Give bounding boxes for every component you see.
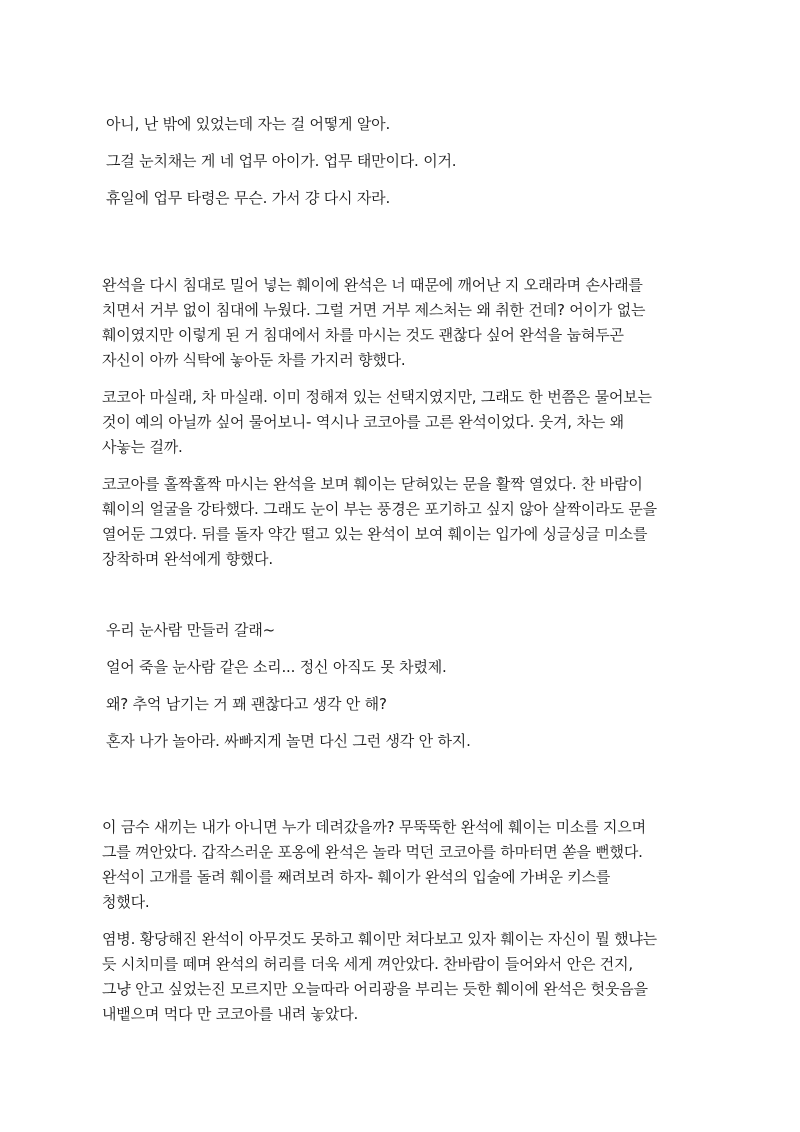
narration-line: 그냥 안고 싶었는진 모르지만 오늘따라 어리광을 부리는 듯한 훼이에 완석은 헛웃음을 [102, 980, 648, 998]
narration-paragraph [92, 472, 708, 572]
dialogue-line: 아니, 난 밖에 있었는데 자는 걸 어떻게 알아. [106, 115, 391, 133]
narration-line: 훼이였지만 이렇게 된 거 침대에서 차를 마시는 것도 괜찮다 싶어 완석을 눕혀두곤 [102, 326, 624, 344]
narration-line: 듯 시치미를 떼며 완석의 허리를 더욱 세게 껴안았다. 찬바람이 들어와서 안은 건지, [102, 955, 633, 973]
narration-line: 훼이의 얼굴을 강타했다. 그래도 눈이 부는 풍경은 포기하고 싶지 않아 살짝이라도 문을 [102, 500, 657, 518]
dialogue-section-1 [92, 112, 708, 211]
narration-line: 염병. 황당해진 완석이 아무것도 못하고 훼이만 쳐다보고 있자 훼이는 자신이 뭘 했냐는 [102, 930, 657, 948]
dialogue-line: 왜? 추억 남기는 거 꽤 괜찮다고 생각 안 해? [106, 695, 387, 713]
section-spacer [92, 766, 708, 815]
narration-line: 내뱉으며 먹다 만 코코아를 내려 놓았다. [102, 1005, 359, 1023]
narration-line: 것이 예의 아닐까 싶어 물어보니- 역시나 코코아를 고른 완석이었다. 웃겨, 차는 왜 [102, 413, 624, 431]
narration-line: 완석을 다시 침대로 밀어 넣는 훼이에 완석은 너 때문에 깨어난 지 오래라며 손사래를 [102, 276, 643, 294]
dialogue-line: 그걸 눈치채는 게 네 업무 아이가. 업무 태만이다. 이거. [106, 152, 457, 170]
narration-line: 그를 껴안았다. 갑작스러운 포옹에 완석은 놀라 먹던 코코아를 하마터면 쏟을 뻔했다. [102, 843, 643, 861]
narration-line: 완석이 고개를 돌려 훼이를 째려보려 하자- 훼이가 완석의 입술에 가벼운 키스를 [102, 868, 611, 886]
narration-line: 이 금수 새끼는 내가 아니면 누가 데려갔을까? 무뚝뚝한 완석에 훼이는 미소를 지으며 [102, 818, 646, 836]
narration-paragraph [92, 273, 708, 373]
narration-line: 열어둔 그였다. 뒤를 돌자 약간 떨고 있는 완석이 보여 훼이는 입가에 싱글싱글 미소를 [102, 525, 648, 543]
narration-paragraph [92, 815, 708, 915]
narration-line: 코코아 마실래, 차 마실래. 이미 정해져 있는 선택지였지만, 그래도 한 번쯤은 물어보는 [102, 388, 652, 406]
narration-paragraph [92, 927, 708, 1027]
narration-line: 자신이 아까 식탁에 놓아둔 차를 가지러 향했다. [102, 351, 406, 369]
section-spacer [92, 584, 708, 618]
dialogue-line: 우리 눈사람 만들러 갈래~ [106, 621, 275, 639]
narration-line: 치면서 거부 없이 침대에 누웠다. 그럴 거면 거부 제스처는 왜 취한 건데? 어이가 없는 [102, 301, 646, 319]
section-spacer [92, 223, 708, 273]
narration-section-1 [92, 273, 708, 572]
narration-line: 사놓는 걸까. [102, 438, 183, 456]
narration-paragraph [92, 385, 708, 460]
dialogue-line: 휴일에 업무 타령은 무슨. 가서 걍 다시 자라. [106, 189, 391, 207]
document-body [92, 112, 708, 1039]
narration-line: 장착하며 완석에게 향했다. [102, 550, 273, 568]
dialogue-line: 얼어 죽을 눈사람 같은 소리... 정신 아직도 못 차렸제. [106, 658, 447, 676]
dialogue-section-2 [92, 618, 708, 754]
dialogue-line: 혼자 나가 놀아라. 싸빠지게 놀면 다신 그런 생각 안 하지. [106, 732, 471, 750]
narration-line: 청했다. [102, 893, 150, 911]
narration-section-2 [92, 815, 708, 1027]
narration-line: 코코아를 홀짝홀짝 마시는 완석을 보며 훼이는 닫혀있는 문을 활짝 열었다. 찬 바람이 [102, 475, 643, 493]
